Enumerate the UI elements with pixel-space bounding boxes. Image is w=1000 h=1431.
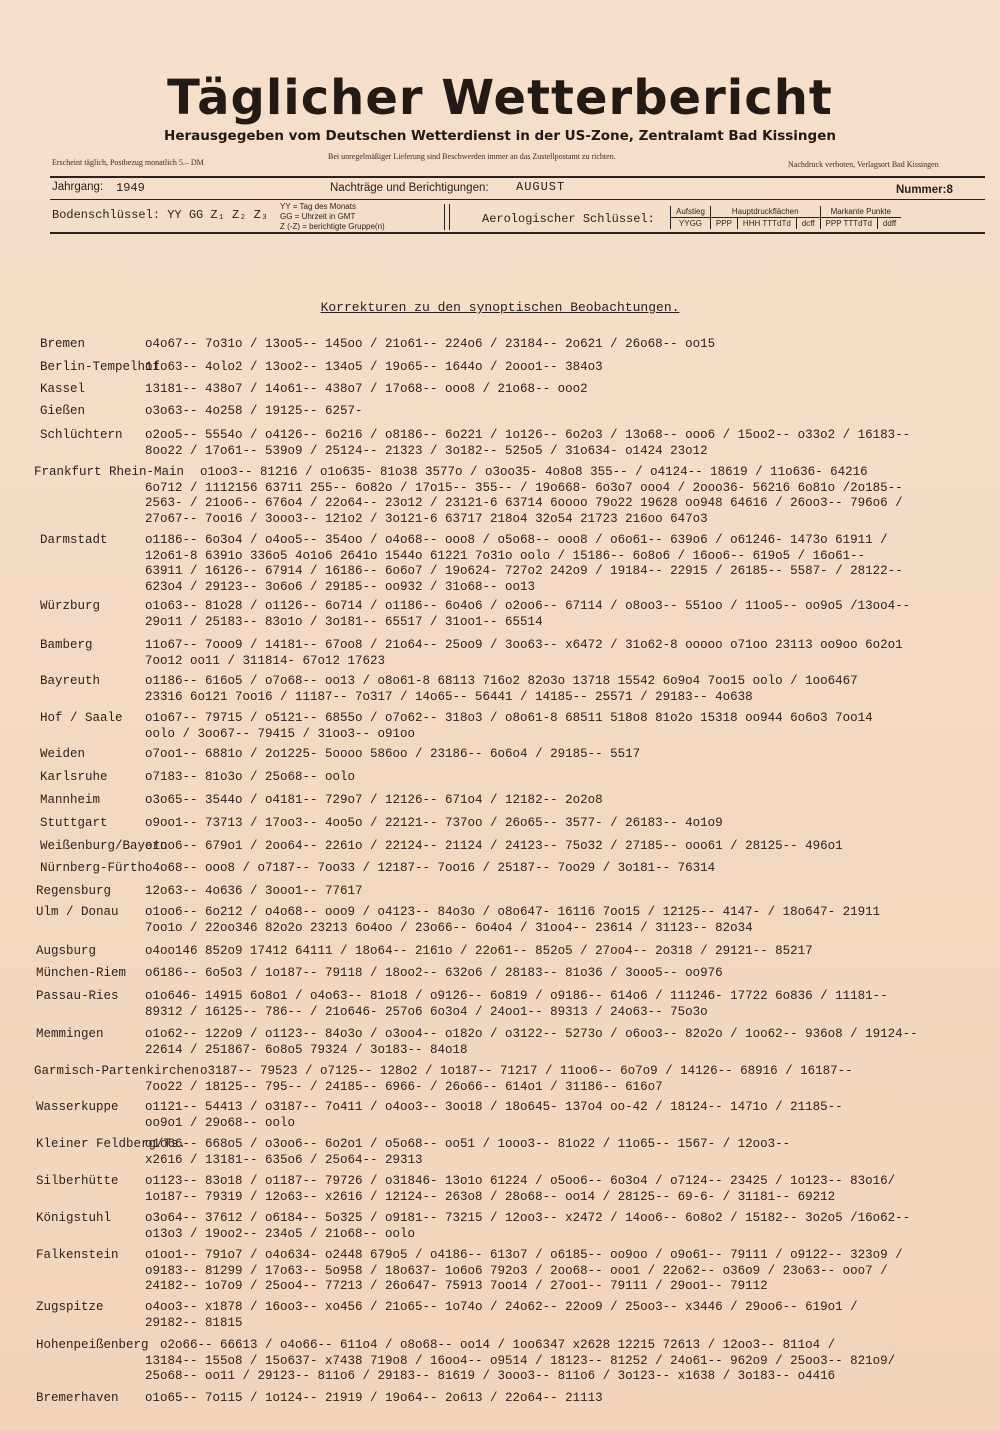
correction-codes [145, 711, 873, 742]
masthead-subtitle: Herausgegeben vom Deutschen Wetterdienst in der US-Zone, Zentralamt Bad Kissingen [164, 128, 836, 144]
correction-line: 24182-- 1o7o9 / 25oo4-- 77213 / 26o647- 75913 7oo14 / 27oo1-- 79111 / 29oo1-- 79112 [145, 1279, 768, 1294]
station-name: Memmingen [36, 1027, 104, 1041]
station-name: Kassel [40, 382, 86, 396]
correction-line: o3187-- 79523 / o7125-- 128o2 / 1o187-- 71217 / 11oo6-- 6o7o9 / 14126-- 68916 / 16187-- [200, 1064, 853, 1078]
correction-line: 12o63-- 4o636 / 3ooo1-- 77617 [145, 884, 363, 898]
masthead-title: Täglicher Wetterbericht [167, 70, 833, 126]
correction-codes [145, 599, 910, 630]
correction-line: 13184-- 155o8 / 15o637- x7438 719o8 / 16oo4-- o9514 / 18123-- 81252 / 24o61-- 962o9 / 25oo3-- 821o9/ [145, 1353, 896, 1368]
correction-codes [145, 1211, 910, 1242]
station-name: München-Riem [36, 966, 127, 980]
correction-codes [145, 1064, 853, 1095]
correction-line: o1o62-- 122o9 / o1123-- 84o3o / o3oo4-- o182o / o3122-- 5273o / o6oo3-- 82o2o / 1oo62-- 936o8 / 19124-- [145, 1027, 918, 1041]
correction-codes [145, 360, 603, 376]
station-name: Gießen [40, 404, 86, 418]
correction-codes [145, 861, 715, 877]
correction-line: 29o11 / 25183-- 83o1o / 3o181-- 65517 / 31oo1-- 65514 [145, 614, 543, 629]
correction-line: 11o63-- 4olo2 / 13oo2-- 134o5 / 19o65-- 1644o / 2ooo1-- 384o3 [145, 360, 603, 374]
correction-line: o1o67-- 79715 / o5121-- 6855o / o7o62-- 318o3 / o8o61-8 68511 518o8 81o2o 15318 oo944 6o6o3 7oo14 [145, 711, 873, 725]
station-name: Stuttgart [40, 816, 108, 830]
header-rule-bottom [50, 232, 985, 234]
aero-cell: YYGG [671, 218, 711, 230]
correction-line: 25o68-- oo11 / 29123-- 811o6 / 29183-- 81619 / 3ooo3-- 811o6 / 3o123-- x1638 / 3o183-- o4416 [145, 1369, 836, 1384]
key-legend [280, 202, 385, 232]
station-name: Bremerhaven [36, 1391, 119, 1405]
correction-line: o3o63-- 4o258 / 19125-- 6257- [145, 404, 363, 418]
correction-line: o7oo1-- 6881o / 2o1225- 5oooo 586oo / 23186-- 6o6o4 / 29185-- 5517 [145, 747, 641, 761]
correction-codes [145, 839, 843, 855]
aero-cell: dcff [796, 218, 820, 230]
correction-line: o1121-- 54413 / o3187-- 7o411 / o4oo3-- 3oo18 / 18o645- 137o4 oo-42 / 18124-- 1471o / 21185-- [145, 1100, 843, 1114]
aero-key-label: Aerologischer Schlüssel: [482, 212, 655, 226]
correction-codes [145, 944, 813, 960]
key-legend-line: YY = Tag des Monats [280, 202, 356, 211]
aero-cell: PPP TTTdTd [820, 218, 877, 230]
correction-line: 63911 / 16126-- 67914 / 16186-- 6o6o7 / 19o624- 727o2 242o9 / 19184-- 22915 / 26185-- 5587- / 28122-- [145, 564, 903, 579]
station-name: Regensburg [36, 884, 112, 898]
correction-line: 27o67-- 7oo16 / 3ooo3-- 121o2 / 3o121-6 63717 218o4 32o54 21723 216oo 647o3 [145, 511, 708, 526]
correction-codes [145, 337, 715, 353]
correction-line: o6186-- 6o5o3 / 1o187-- 79118 / 18oo2-- 632o6 / 28183-- 81o36 / 3ooo5-- oo976 [145, 966, 723, 980]
correction-line: 2563- / 21oo6-- 676o4 / 22o64-- 23o12 / 23121-6 63714 6oooo 79o22 19628 oo948 64616 / 26oo3-- 796o6 / [145, 496, 903, 511]
aero-cell: HHH TTTdTd [737, 218, 796, 230]
correction-line: o1186-- 6o3o4 / o4oo5-- 354oo / o4o68-- ooo8 / o5o68-- ooo8 / o6o61-- 639o6 / o61246- 1473o 61911 / [145, 533, 888, 547]
correction-codes [145, 1300, 858, 1331]
aero-key-table [670, 206, 901, 229]
station-name: Zugspitze [36, 1300, 104, 1314]
station-name: Garmisch-Partenkirchen [34, 1064, 200, 1078]
correction-line: o9oo1-- 73713 / 17oo3-- 4oo5o / 22121-- 737oo / 26o65-- 3577- / 26183-- 4o1o9 [145, 816, 723, 830]
ground-key: Bodenschlüssel: YY GG Z₁ Z₂ Z₃ [52, 208, 269, 222]
correction-line: o2oo5-- 5554o / o4126-- 6o216 / o8186-- 6o221 / 1o126-- 6o2o3 / 13o68-- ooo6 / 15oo2-- o33o2 / 16183-- [145, 428, 911, 442]
correction-line: o4o67-- 7o31o / 13oo5-- 145oo / 21o61-- 224o6 / 23184-- 2o621 / 26o68-- oo15 [145, 337, 716, 351]
correction-line: o3o65-- 3544o / o4181-- 729o7 / 12126-- 671o4 / 12182-- 2o2o8 [145, 793, 603, 807]
correction-line: 89312 / 16125-- 786-- / 21o646- 257o6 6o3o4 / 24oo1-- 89313 / 24o63-- 75o3o [145, 1004, 708, 1019]
correction-codes [145, 1338, 896, 1385]
station-name: Augsburg [36, 944, 97, 958]
station-name: Darmstadt [40, 533, 108, 547]
station-name: Hof / Saale [40, 711, 123, 725]
correction-line: o2o66-- 66613 / o4o66-- 611o4 / o8o68-- oo14 / 1oo6347 x2628 12215 72613 / 12oo3-- 811o4 / [160, 1338, 836, 1352]
correction-codes [145, 793, 603, 809]
publication-note: Erscheint täglich, Postbezug monatlich 5.– DM [52, 158, 204, 167]
key-legend-line: Z (-Z) = berichtigte Gruppe(n) [280, 222, 385, 231]
station-name: Schlüchtern [40, 428, 123, 442]
correction-codes [145, 465, 903, 527]
aero-col-significant-points: Markante Punkte [820, 206, 901, 218]
correction-codes [145, 989, 888, 1020]
station-name: Kleiner Feldberg/Ts. [36, 1137, 187, 1151]
correction-codes [145, 1137, 790, 1168]
correction-codes [145, 533, 903, 595]
correction-line: 12o61-8 6391o 336o5 4o1o6 2641o 1544o 61221 7o31o oolo / 15186-- 6o8o6 / 16oo6-- 619o5 / 16o61-- [145, 548, 866, 563]
correction-line: 7oo22 / 18125-- 795-- / 24185-- 6966- / 26o66-- 614o1 / 31186-- 616o7 [145, 1079, 663, 1094]
correction-line: 23316 6o121 7oo16 / 11187-- 7o317 / 14o65-- 56441 / 14185-- 25571 / 29183-- 4o638 [145, 689, 753, 704]
correction-line: o3o64-- 37612 / o6184-- 5o325 / o9181-- 73215 / 12oo3-- x2472 / 14oo6-- 6o8o2 / 15182-- 3o2o5 /16o62-- [145, 1211, 911, 1225]
station-name: Bamberg [40, 638, 93, 652]
station-name: Bremen [40, 337, 86, 351]
correction-line: o4oo3-- x1878 / 16oo3-- xo456 / 21o65-- 1o74o / 24o62-- 22oo9 / 25oo3-- x3446 / 29oo6-- 619o1 / [145, 1300, 858, 1314]
station-name: Falkenstein [36, 1248, 119, 1262]
station-name: Hohenpeißenberg [36, 1338, 149, 1352]
station-name: Nürnberg-Fürth [40, 861, 146, 875]
section-heading-text: Korrekturen zu den synoptischen Beobachtungen. [320, 300, 680, 315]
correction-codes [145, 1391, 603, 1407]
correction-line: 11o67-- 7ooo9 / 14181-- 67oo8 / 21o64-- 25oo9 / 3oo63-- x6472 / 31o62-8 ooooo o71oo 23113 oo9oo 6o2o1 [145, 638, 903, 652]
station-name: Königstuhl [36, 1211, 112, 1225]
correction-line: oolo / 3oo67-- 79415 / 31oo3-- o91oo [145, 726, 416, 741]
station-name: Weiden [40, 747, 86, 761]
correction-line: o1oo6-- 679o1 / 2oo64-- 2261o / 22124-- 21124 / 24123-- 75o32 / 27185-- ooo61 / 28125-- 496o1 [145, 839, 843, 853]
correction-line: o1o63-- 81o28 / o1126-- 6o714 / o1186-- 6o4o6 / o2oo6-- 67114 / o8oo3-- 551oo / 11oo5-- oo9o5 /13oo4-- [145, 599, 911, 613]
correction-codes [145, 884, 363, 900]
station-name: Ulm / Donau [36, 905, 119, 919]
correction-line: o1o65-- 7o115 / 1o124-- 21919 / 19o64-- 2o613 / 22o64-- 21113 [145, 1391, 603, 1405]
correction-line: o1123-- 83o18 / o1187-- 79726 / o31846- 13o1o 61224 / o5oo6-- 6o3o4 / o7124-- 23425 / 1o123-- 83o16/ [145, 1174, 896, 1188]
issue-number: Nummer:8 [896, 184, 953, 196]
station-name: Berlin-Tempelhof [40, 360, 161, 374]
correction-codes [145, 1248, 903, 1295]
key-legend-line: GG = Uhrzeit in GMT [280, 212, 356, 221]
aero-cell: ddff [877, 218, 901, 230]
month: AUGUST [516, 180, 566, 194]
correction-codes [145, 816, 723, 832]
correction-line: o1186-- 616o5 / o7o68-- oo13 / o8o61-8 68113 716o2 82o3o 13718 15542 6o9o4 7oo15 oolo / 1oo6467 [145, 674, 858, 688]
station-name: Frankfurt Rhein-Main [34, 465, 185, 479]
correction-line: 7oo12 oo11 / 311814- 67o12 17623 [145, 653, 386, 668]
correction-line: oo9o1 / 29o68-- oolo [145, 1115, 296, 1130]
key-separator [444, 204, 450, 230]
correction-codes [145, 428, 910, 459]
correction-line: 8oo22 / 17o61-- 539o9 / 25124-- 21323 / 3o182-- 525o5 / 31o634- o1424 23o12 [145, 443, 708, 458]
aero-cell: PPP [710, 218, 737, 230]
correction-line: 7oo1o / 22oo346 82o2o 23213 6o4oo / 23o66-- 6o4o4 / 31oo4-- 23614 / 31123-- 82o34 [145, 920, 753, 935]
correction-codes [145, 674, 858, 705]
correction-line: 6o712 / 1112156 63711 255-- 6o82o / 17o15-- 355-- / 19o668- 6o3o7 ooo4 / 2ooo36- 56216 6o81o /2o185-- [145, 480, 903, 495]
correction-codes [145, 747, 640, 763]
correction-line: o9183-- 81299 / 17o63-- 5o958 / 18o637- 1o6o6 792o3 / 2oo68-- ooo1 / 22o62-- o36o9 / 23o63-- ooo7 / [145, 1263, 888, 1278]
correction-line: o4oo146 852o9 17412 64111 / 18o64-- 2161o / 22o61-- 852o5 / 27oo4-- 2o318 / 29121-- 85217 [145, 944, 813, 958]
correction-line: o7183-- 81o3o / 25o68-- oolo [145, 770, 356, 784]
correction-codes [145, 1027, 918, 1058]
correction-codes [145, 770, 355, 786]
correction-codes [145, 966, 723, 982]
station-name: Wasserkuppe [36, 1100, 119, 1114]
correction-codes [145, 905, 880, 936]
aero-col-main-levels: Hauptdruckflächen [710, 206, 820, 218]
station-name: Silberhütte [36, 1174, 119, 1188]
year-label: Jahrgang: [52, 181, 104, 193]
station-name: Weißenburg/Bayern [40, 839, 168, 853]
correction-codes [145, 1100, 843, 1131]
correction-line: 1o187-- 79319 / 12o63-- x2616 / 12124-- 263o8 / 28o68-- oo14 / 28125-- 69-6- / 31181-- 69212 [145, 1189, 836, 1204]
correction-line: o13o3 / 19oo2-- 234o5 / 21o68-- oolo [145, 1226, 416, 1241]
correction-line: 623o4 / 29123-- 3o6o6 / 29185-- oo932 / 31o68-- oo13 [145, 579, 536, 594]
header-rule-mid [50, 199, 985, 200]
correction-line: 29182-- 81815 [145, 1315, 243, 1330]
correction-line: o1o66-- 668o5 / o3oo6-- 6o2o1 / o5o68-- oo51 / 1ooo3-- 81o22 / 11o65-- 1567- / 12oo3-- [145, 1137, 791, 1151]
correction-line: 13181-- 438o7 / 14o61-- 438o7 / 17o68-- ooo8 / 21o68-- ooo2 [145, 382, 588, 396]
station-name: Bayreuth [40, 674, 101, 688]
station-name: Passau-Ries [36, 989, 119, 1003]
station-name: Mannheim [40, 793, 101, 807]
section-heading [0, 300, 1000, 315]
correction-codes [145, 638, 903, 669]
correction-line: o4o68-- ooo8 / o7187-- 7oo33 / 12187-- 7oo16 / 25187-- 7oo29 / 3o181-- 76314 [145, 861, 716, 875]
delivery-note: Bei unregelmäßiger Lieferung sind Beschwerden immer an das Zustellpostamt zu richten. [328, 152, 616, 161]
correction-codes [145, 382, 588, 398]
correction-line: o1oo1-- 791o7 / o4o634- o2448 679o5 / o4186-- 613o7 / o6185-- oo9oo / o9o61-- 79111 / o9122-- 323o9 / [145, 1248, 903, 1262]
copyright-note: Nachdruck verboten, Verlagsort Bad Kissingen [788, 160, 939, 169]
correction-line: o1o646- 14915 6o8o1 / o4o63-- 81o18 / o9126-- 6o819 / o9186-- 614o6 / 111246- 17722 6o836 / 11181-- [145, 989, 888, 1003]
aero-col-ascent: Aufstieg [671, 206, 711, 218]
year-value: 1949 [116, 181, 145, 195]
corrections-label: Nachträge und Berichtigungen: [330, 182, 489, 194]
correction-line: o1oo6-- 6o212 / o4o68-- ooo9 / o4123-- 84o3o / o8o647- 16116 7oo15 / 12125-- 4147- / 18o647- 21911 [145, 905, 881, 919]
station-name: Würzburg [40, 599, 101, 613]
header-rule-top [50, 176, 985, 178]
correction-line: 22614 / 251867- 6o8o5 79324 / 3o183-- 84o18 [145, 1042, 468, 1057]
station-name: Karlsruhe [40, 770, 108, 784]
correction-codes [145, 1174, 895, 1205]
correction-codes [145, 404, 363, 420]
correction-line: o1oo3-- 81216 / o1o635- 81o38 3577o / o3oo35- 4o8o8 355-- / o4124-- 18619 / 11o636- 64216 [200, 465, 868, 479]
correction-line: x2616 / 13181-- 635o6 / 25o64-- 29313 [145, 1152, 423, 1167]
